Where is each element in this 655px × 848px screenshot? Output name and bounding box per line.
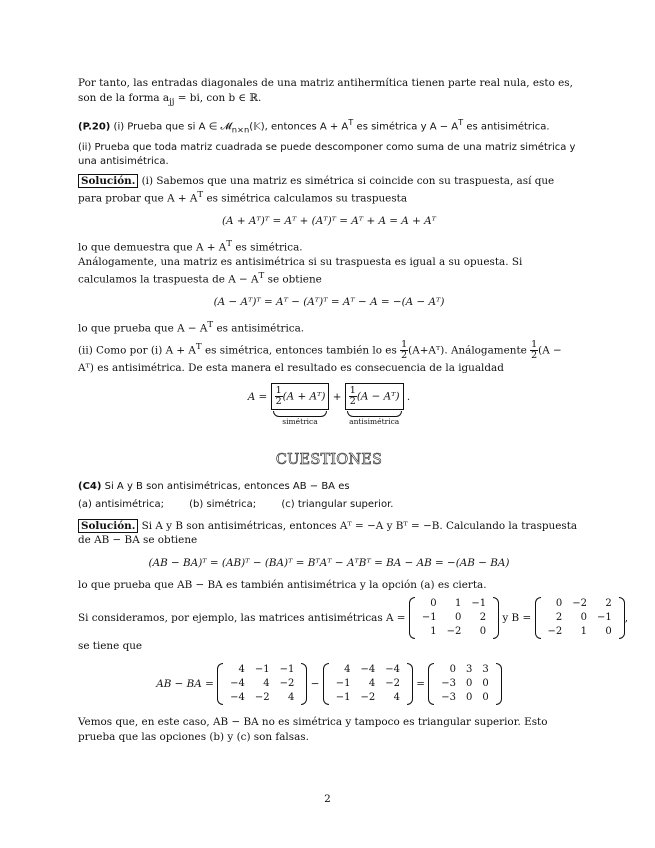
matrix-entry: 3 <box>466 664 473 676</box>
solution-1-intro <box>78 174 580 206</box>
sol1-ii-c: (A+Aᵀ). Análogamente <box>408 344 531 357</box>
matrix-entry: −3 <box>441 692 457 704</box>
matrix-entry: −2 <box>360 692 376 704</box>
problem-label: (P.20) <box>78 121 111 133</box>
matrix-entry: 1 <box>430 625 437 637</box>
example-text-c: , <box>624 611 629 624</box>
sol1-ii-a: (ii) Como por (i) A + A <box>78 344 196 357</box>
matrix-entry: 4 <box>238 664 245 676</box>
matrix-entry: −4 <box>360 664 376 676</box>
question-c4 <box>78 480 580 495</box>
label-antisymmetric: antisimétrica <box>349 417 400 427</box>
product-lhs: AB − BA = <box>156 678 218 691</box>
sol1-after-eq1-a: lo que demuestra que A + A <box>78 241 227 254</box>
matrix-row <box>436 691 494 705</box>
problem-p20-part1 <box>78 115 580 137</box>
matrix-entry: −2 <box>254 692 270 704</box>
frac-num: 1 <box>349 385 356 397</box>
matrix-row <box>225 677 299 691</box>
sup: T <box>226 238 233 249</box>
matrix-entry: 1 <box>580 625 587 637</box>
period: . <box>406 391 411 404</box>
matrix-BA <box>323 663 413 705</box>
matrix-row <box>331 691 405 705</box>
antisymmetric-box <box>345 383 404 410</box>
decomp-lhs: A = <box>247 391 271 404</box>
matrix-entry: 2 <box>479 611 487 623</box>
sol1-text-a: (i) Sabemos que una matriz es simétrica si coincide con su traspuesta, así que para probar que A + A <box>78 174 555 205</box>
fraction-half <box>349 386 357 407</box>
matrix-entry: −1 <box>335 678 351 690</box>
matrix-entry: 4 <box>393 692 400 704</box>
p20-text-b: (𝕂), entonces A + A <box>249 121 349 133</box>
matrix-entry: 0 <box>580 611 587 623</box>
matrix-row <box>543 625 617 639</box>
frac-num: 1 <box>275 385 282 397</box>
matrix-row <box>331 663 405 677</box>
sol1-ii-b: es simétrica, entonces también lo es <box>201 344 401 357</box>
matrix-entry: −4 <box>230 678 245 690</box>
frac-num: 1 <box>401 338 408 350</box>
matrix-row <box>225 691 299 705</box>
matrix-entry: 2 <box>605 597 612 609</box>
sup: T <box>207 319 214 330</box>
matrix-entry: −2 <box>385 678 400 690</box>
matrix-entry: −4 <box>385 664 400 676</box>
example-text-b: y B = <box>502 611 535 624</box>
matrix-entry: 4 <box>368 678 376 690</box>
se-tiene: se tiene que <box>78 639 143 652</box>
matrix-row <box>436 663 494 677</box>
matrix-entry: 4 <box>344 664 351 676</box>
sol1-after-eq2-b: es antisimétrica. <box>213 322 305 335</box>
matrix-entry: −2 <box>446 625 462 637</box>
frac-den: 2 <box>275 396 282 408</box>
label-symmetric: simétrica <box>282 417 318 427</box>
sol1-after-eq1-b: es simétrica. <box>232 241 303 254</box>
matrix-entry: 0 <box>482 692 489 704</box>
matrix-entry: 0 <box>454 611 462 623</box>
matrix-entry: 0 <box>479 625 487 637</box>
matrix-entry: −2 <box>279 678 295 690</box>
matrix-entry: −3 <box>441 678 457 690</box>
decomp-term-2: (A − Aᵀ) <box>356 390 400 403</box>
intro-paragraph <box>78 76 580 109</box>
matrix-row <box>331 677 405 691</box>
matrix-row <box>436 677 494 691</box>
matrix-AB <box>217 663 307 705</box>
sol1-after-eq2 <box>78 318 580 336</box>
antisymmetric-part <box>345 383 404 427</box>
matrix-entry: 2 <box>555 611 563 623</box>
sol2-after-eq: lo que prueba que AB − BA es también antisimétrica y la opción (a) es cierta. <box>78 579 487 592</box>
matrix-entry: −1 <box>335 692 351 704</box>
solution-2-intro <box>78 519 580 548</box>
symmetric-part <box>271 383 330 427</box>
frac-den: 2 <box>531 349 538 361</box>
fraction-half <box>275 386 283 407</box>
conclusion: Vemos que, en este caso, AB − BA no es simétrica y tampoco es triangular superior. Esto prueba que las opciones (b) y (c) son falsas. <box>78 716 548 743</box>
matrix-entry: 4 <box>263 678 270 690</box>
matrix-row <box>417 625 491 639</box>
matrix-result <box>428 663 502 705</box>
matrix-row <box>225 663 299 677</box>
matrix-row <box>543 611 617 625</box>
matrix-entry: 3 <box>482 664 489 676</box>
equation-1: (A + Aᵀ)ᵀ = Aᵀ + (Aᵀ)ᵀ = Aᵀ + A = A + Aᵀ <box>222 215 436 228</box>
matrix-entry: −1 <box>279 664 295 676</box>
option-b: (b) simétrica; <box>189 499 257 511</box>
matrix-entry: 0 <box>605 625 612 637</box>
matrix-entry: 1 <box>454 597 462 609</box>
matrix-entry: −1 <box>421 611 437 623</box>
example-text-a: Si consideramos, por ejemplo, las matrices antisimétricas A = <box>78 611 409 624</box>
fraction-half <box>530 340 538 361</box>
symmetric-box <box>271 383 330 410</box>
sol1-after-eq2-a: lo que prueba que A − A <box>78 322 208 335</box>
matrix-A <box>409 597 499 639</box>
matrix-entry: 0 <box>466 692 473 704</box>
sup: T <box>458 117 464 128</box>
frac-den: 2 <box>401 349 408 361</box>
example-matrices <box>78 597 629 639</box>
question-statement: Si A y B son antisimétricas, entonces AB − BA es <box>101 480 350 492</box>
matrix-entry: 0 <box>430 597 437 609</box>
matrix-entry: 4 <box>288 692 295 704</box>
option-a: (a) antisimétrica; <box>78 499 164 511</box>
sol2-text: Si A y B son antisimétricas, entonces Aᵀ = −A y Bᵀ = −B. Calculando la traspuesta de AB − BA se obtiene <box>78 519 578 547</box>
sol1-part-ii <box>78 340 580 376</box>
matrix-row <box>543 597 617 611</box>
sup: T <box>195 341 202 352</box>
intro-sub: jj <box>169 96 175 107</box>
solution-label: Solución. <box>78 174 138 188</box>
matrix-entry: 0 <box>555 597 563 609</box>
minus-sign: − <box>310 678 323 691</box>
p20-text-a: (i) Prueba que si A ∈ 𝓜 <box>113 121 232 133</box>
equation-2: (A − Aᵀ)ᵀ = Aᵀ − (Aᵀ)ᵀ = Aᵀ − A = −(A − Aᵀ) <box>213 296 445 309</box>
matrix-entry: 0 <box>466 678 473 690</box>
sol1-analog-a: Análogamente, una matriz es antisimétrica si su traspuesta es igual a su opuesta. Si calculamos la traspuesta de A − A <box>78 255 523 286</box>
p20-text-c: es simétrica y A − A <box>353 121 459 133</box>
page-body <box>78 76 629 744</box>
option-c: (c) triangular superior. <box>281 499 394 511</box>
matrix-entry: 0 <box>482 678 489 690</box>
section-heading: CUESTIONES <box>275 452 383 469</box>
product-equation <box>78 663 580 705</box>
matrix-entry: −1 <box>254 664 270 676</box>
page-number: 2 <box>324 793 331 805</box>
decomposition-equation <box>78 383 580 427</box>
decomp-term-1: (A + Aᵀ) <box>282 390 326 403</box>
matrix-entry: −4 <box>230 692 245 704</box>
matrix-entry: 0 <box>449 664 457 676</box>
matrix-entry: −2 <box>572 597 587 609</box>
question-options <box>78 498 580 513</box>
equals-sign: = <box>416 678 429 691</box>
equation-3: (AB − BA)ᵀ = (AB)ᵀ − (BA)ᵀ = BᵀAᵀ − AᵀBᵀ = BA − AB = −(AB − BA) <box>148 556 510 569</box>
sup: T <box>348 117 354 128</box>
matrix-entry: −1 <box>597 611 612 623</box>
matrix-entry: −2 <box>547 625 563 637</box>
matrix-B <box>535 597 625 639</box>
intro-text-end: = bi, con b ∈ ℝ. <box>174 91 262 104</box>
p20-sub: n×n <box>231 124 250 135</box>
plus-sign: + <box>332 391 342 404</box>
sol1-analog-b: se obtiene <box>264 273 322 286</box>
intro-text: Por tanto, las entradas diagonales de una matriz antihermítica tienen parte real nula, esto es, son de la forma a <box>78 77 573 104</box>
sol1-ii-d: (A − Aᵀ) es antisimétrica. De esta manera el resultado es consecuencia de la igualdad <box>78 344 562 374</box>
matrix-row <box>417 611 491 625</box>
frac-den: 2 <box>349 396 356 408</box>
solution-label: Solución. <box>78 519 138 533</box>
p20-text-d: es antisimétrica. <box>463 121 550 133</box>
fraction-half <box>400 340 408 361</box>
sol1-after-eq1 <box>78 237 580 255</box>
question-label: (C4) <box>78 480 102 492</box>
matrix-row <box>417 597 491 611</box>
sol1-analog <box>78 255 580 287</box>
problem-p20-part2: (ii) Prueba que toda matriz cuadrada se puede descomponer como suma de una matriz simétrica y una antisimétrica. <box>78 141 576 168</box>
sup: T <box>258 271 265 282</box>
matrix-entry: −1 <box>471 597 487 609</box>
sup: T <box>197 190 204 201</box>
sol1-text-b: es simétrica calculamos su traspuesta <box>203 192 408 205</box>
frac-num: 1 <box>531 338 538 350</box>
